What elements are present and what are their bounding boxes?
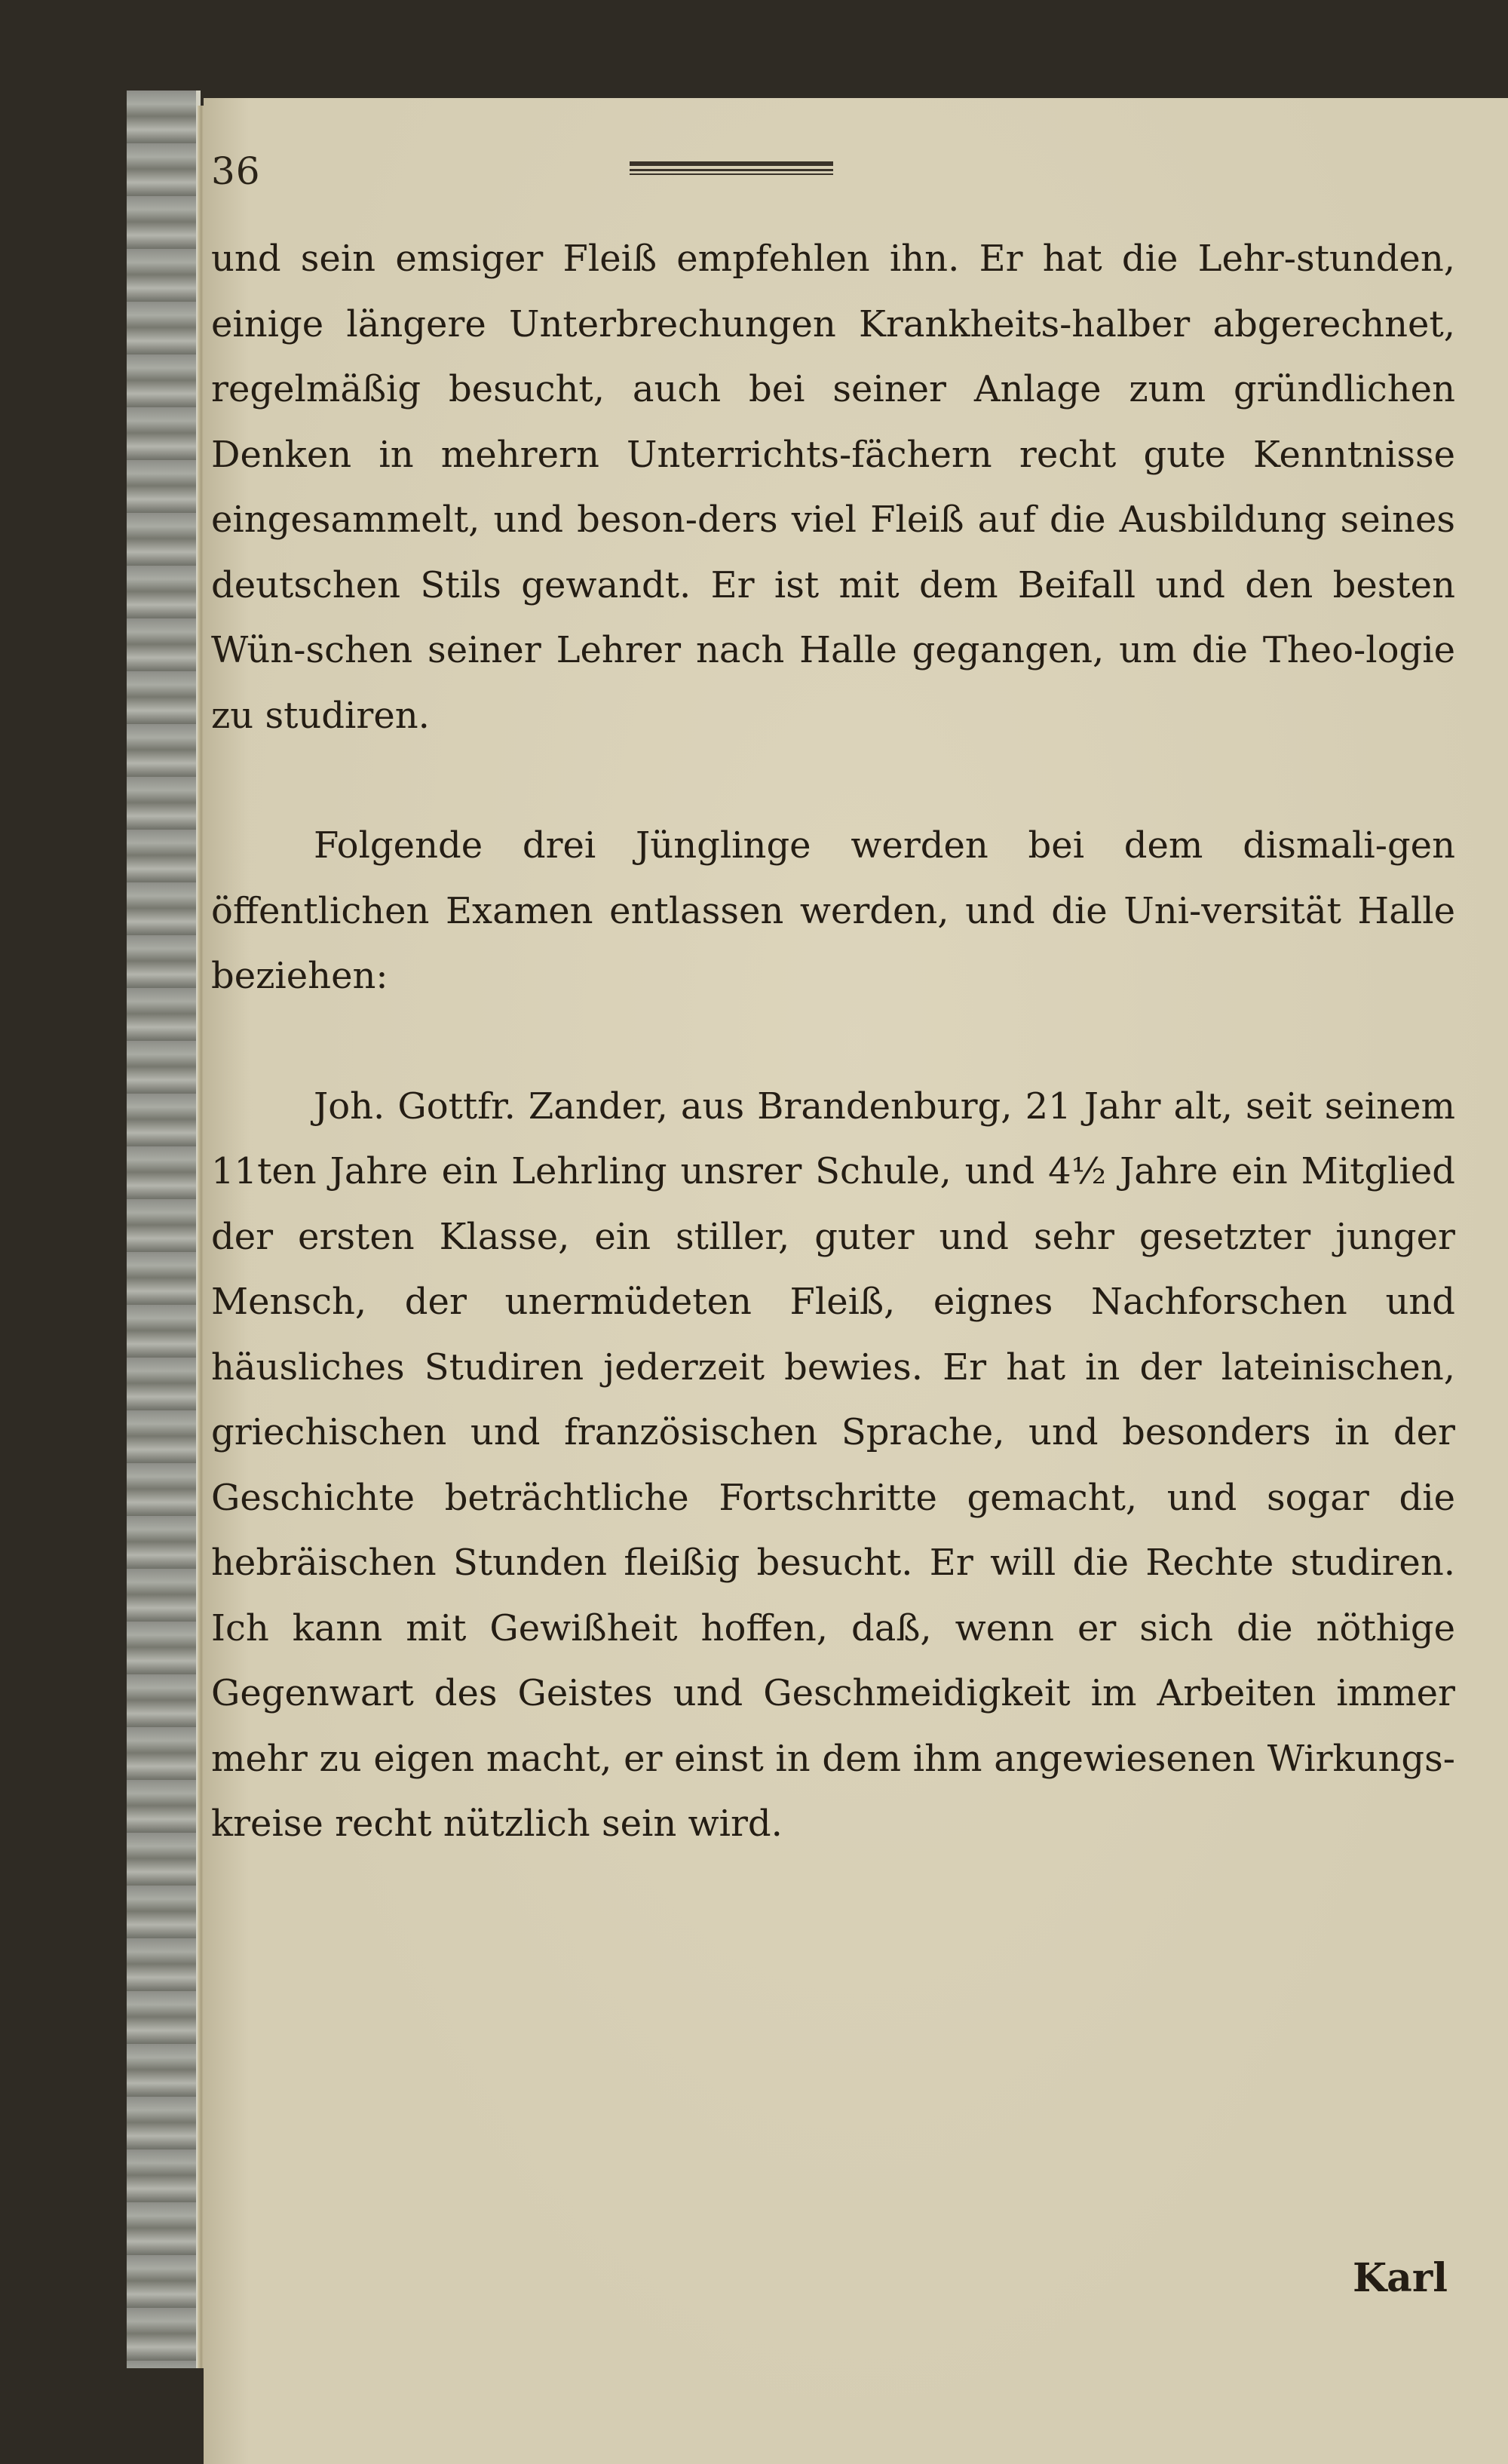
book-binding (127, 91, 201, 2368)
page-number: 36 (211, 149, 261, 193)
paragraph-continued: und sein emsiger Fleiß empfehlen ihn. Er hat die Lehr-stunden, einige längere Unterbrechungen Krankheits-halber abgerechnet, regelmäßig besucht, auch bei seiner Anlage zum gründlichen Denken in mehrern Unterrichts-fächern recht gute Kenntnisse eingesammelt, und beson-ders viel Fleiß auf die Ausbildung seines deutschen Stils gewandt. Er ist mit dem Beifall und den besten Wün-schen seiner Lehrer nach Halle gegangen, um die Theo-logie zu studiren. (211, 238, 1455, 737)
paragraph-zander: Joh. Gottfr. Zander, aus Brandenburg, 21 Jahr alt, seit seinem 11ten Jahre ein Lehrling unsrer Schule, und 4½ Jahre ein Mitglied der ersten Klasse, ein stiller, guter und sehr gesetzter junger Mensch, der unermüdeten Fleiß, eignes Nachforschen und häusliches Studiren jederzeit bewies. Er hat in der lateinischen, griechischen und französischen Sprache, und besonders in der Geschichte beträchtliche Fortschritte gemacht, und sogar die hebräischen Stunden fleißig besucht. Er will die Rechte studiren. Ich kann mit Gewißheit hoffen, daß, wenn er sich die nöthige Gegenwart des Geistes und Geschmeidigkeit im Arbeiten immer mehr zu eigen macht, er einst in dem ihm angewiesenen Wirkungs-kreise recht nützlich sein wird. (211, 1085, 1455, 1845)
body-text (211, 226, 1455, 1857)
header-rule (630, 161, 833, 176)
paragraph-graduates-intro: Folgende drei Jünglinge werden bei dem dismali-gen öffentlichen Examen entlassen werden, und die Uni-versität Halle beziehen: (211, 824, 1455, 997)
catchword: Karl (1352, 2255, 1448, 2301)
